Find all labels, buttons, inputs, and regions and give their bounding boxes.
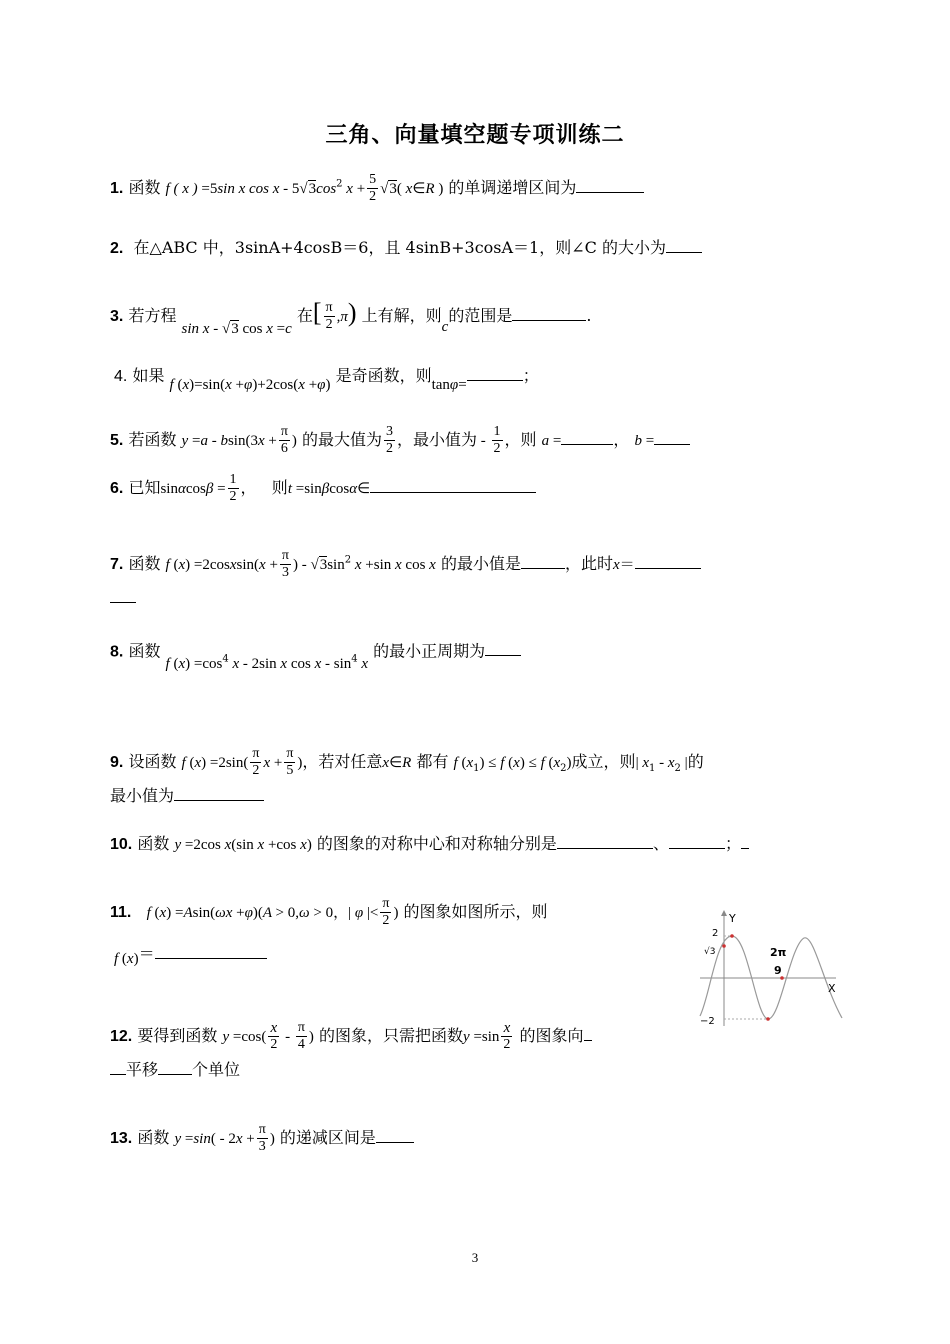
question-5: 5. 若函数 y =a - bsin(3x + $\frac{\pi}{6}$ ) 的最大值为 $\frac{3}{2}$ ，最小值为 - $\frac{1}{2}$ ，则 a = ， b =	[110, 424, 690, 457]
x-tick-denominator: 9	[774, 964, 782, 977]
answer-blank[interactable]	[376, 1128, 414, 1143]
fraction: $\frac{5}{2}$	[369, 172, 377, 204]
answer-blank[interactable]	[370, 478, 536, 493]
question-number: 3.	[110, 308, 124, 325]
question-11-line-2: f (x)＝	[114, 944, 267, 965]
question-lead: 如果	[132, 366, 165, 385]
answer-blank-b[interactable]	[654, 430, 690, 445]
question-mid: 在	[296, 306, 313, 325]
question-lead: 若函数	[128, 430, 177, 449]
answer-blank-axis[interactable]	[669, 834, 725, 849]
answer-blank-direction-cont[interactable]	[110, 1060, 126, 1075]
question-number: 9.	[110, 754, 124, 771]
question-12-line-2	[110, 1060, 240, 1080]
question-tail: 的范围是	[448, 306, 513, 325]
question-6: 6. 已知sinαcosβ = $\frac{1}{2}$ ， 则t =sinβcosα∈	[110, 472, 536, 505]
question-mid: ，最小值为	[397, 430, 478, 449]
question-number: 1.	[110, 180, 124, 197]
question-number: 11.	[110, 904, 132, 921]
min-point	[766, 1017, 770, 1021]
question-mid: ，则	[504, 430, 537, 449]
question-lead: 函数	[128, 178, 161, 197]
question-12: 12. 要得到函数 y =cos( $\frac{x}{2}$ - $\frac{\pi}{4}$ ) 的图象，只需把函数y =sin $\frac{x}{2}$ 的图象向	[110, 1020, 592, 1053]
question-tail: 的图象如图所示，则	[403, 902, 548, 921]
question-number: 7.	[110, 556, 124, 573]
question-tail: 是奇函数，则	[335, 366, 432, 385]
question-tail: ，此时	[564, 554, 613, 573]
question-mid: 的图象，只需把函数	[319, 1026, 464, 1045]
answer-blank[interactable]	[485, 641, 521, 656]
answer-blank[interactable]	[467, 366, 523, 381]
answer-blank[interactable]	[174, 786, 264, 801]
question-text: 个单位	[192, 1060, 241, 1079]
question-1: 1. 函数 f ( x ) =5sin x cos x - $5√3\cos^2$ x + $\frac{5}{2}$ √3( x∈R ) 的单调递增区间为	[110, 172, 644, 205]
y-intercept-point	[722, 944, 726, 948]
answer-blank-a[interactable]	[561, 430, 613, 445]
question-text: 平移	[126, 1060, 159, 1079]
question-11: 11. f (x) =Asin(ωx +φ)(A > 0,ω > 0，| φ |< $\frac{\pi}{2}$ ) 的图象如图所示，则	[110, 896, 548, 928]
x-tick-numerator: 2π	[770, 946, 787, 959]
question-lead: 设函数	[128, 752, 177, 771]
question-4: 4. 如果 f (x)=sin(x +φ)+2cos(x +φ) 是奇函数，则tanφ= ；	[114, 366, 539, 393]
period: .	[586, 306, 592, 325]
question-number: 2.	[110, 240, 124, 257]
question-number: 12.	[110, 1028, 133, 1045]
y-tick-2: 2	[712, 928, 719, 939]
answer-blank-center[interactable]	[557, 834, 653, 849]
answer-blank[interactable]	[576, 178, 644, 193]
question-mid: 的最小值是	[440, 554, 521, 573]
question-tail: 的递减区间是	[279, 1128, 376, 1147]
question-mid: 都有	[416, 752, 449, 771]
semicolon: ；	[724, 834, 741, 853]
semicolon: ；	[522, 366, 539, 385]
question-number: 6.	[110, 480, 124, 497]
question-number: 4.	[114, 368, 128, 385]
y-axis-arrow	[721, 910, 727, 916]
question-lead: 函数	[137, 1128, 170, 1147]
answer-blank-x[interactable]	[635, 554, 701, 569]
question-9-line-2	[110, 786, 264, 806]
sine-graph	[696, 906, 846, 1036]
question-lead: 函数	[137, 834, 170, 853]
question-tail: 的图象向	[519, 1026, 584, 1045]
question-mid: 的最大值为	[302, 430, 383, 449]
question-8: 8. 函数 f $(x) =\cos^4$ x - 2sin x cos x - $\sin^4 x$ 的最小正周期为	[110, 638, 521, 662]
answer-blank-units[interactable]	[158, 1060, 192, 1075]
equals-sign: ＝	[138, 944, 155, 963]
question-lead: 函数	[128, 641, 161, 661]
answer-blank-x-cont[interactable]	[110, 588, 136, 603]
question-3: 3. 若方程 sin x - √3 cos x =c 在[ $\frac{\pi}{2}$ ,π) 上有解，则c的范围是 .	[110, 298, 592, 337]
question-tail: 上有解，则	[361, 306, 442, 325]
question-mid: 成立，则	[571, 752, 636, 771]
question-7: 7. 函数 f (x) =2cosxsin(x + $\frac{\pi}{3}$ ) - $√3\sin^2$ x +sin x cos x 的最小值是 ，此时x＝	[110, 548, 701, 581]
y-axis-label: Y	[729, 912, 736, 925]
question-mid: ，若对任意	[302, 752, 383, 771]
question-text: 最小值为	[110, 786, 175, 805]
formula: f ( x )	[165, 181, 202, 197]
question-10: 10. 函数 y =2cos x(sin x +cos x) 的图象的对称中心和对称轴分别是 、 ；	[110, 834, 749, 855]
question-tail: 的图象的对称中心和对称轴分别是	[316, 834, 557, 853]
question-7-continuation	[110, 588, 136, 608]
answer-blank-min[interactable]	[521, 554, 565, 569]
question-lead: 若方程	[128, 306, 177, 325]
question-mid: ， 则	[240, 478, 288, 497]
separator: 、	[652, 834, 669, 853]
answer-blank[interactable]	[512, 306, 586, 321]
y-tick-neg2: −2	[700, 1016, 715, 1027]
answer-blank[interactable]	[155, 944, 267, 959]
answer-blank-direction[interactable]	[584, 1026, 592, 1041]
question-tail: 的	[687, 752, 704, 771]
question-number: 10.	[110, 836, 133, 853]
question-number: 5.	[110, 432, 124, 449]
question-tail: 的最小正周期为	[373, 641, 486, 661]
question-lead: 函数	[128, 554, 161, 573]
answer-blank[interactable]	[666, 238, 702, 253]
question-tail: 的单调递增区间为	[448, 178, 577, 197]
question-lead: 要得到函数	[137, 1026, 218, 1045]
page-title: 三角、向量填空题专项训练二	[325, 123, 625, 148]
x-axis-label: X	[828, 982, 836, 995]
question-text: 在△ABC 中，3sinA+4cosB＝6，且 4sinB+3cosA＝1，则∠C 的大小为	[133, 238, 666, 257]
answer-blank-extra[interactable]	[741, 834, 749, 849]
question-lead: 已知	[128, 478, 161, 497]
question-number: 13.	[110, 1130, 133, 1147]
question-13: 13. 函数 y =sin( - 2x + $\frac{\pi}{3}$ ) 的递减区间是	[110, 1122, 414, 1155]
question-number: 8.	[110, 643, 124, 661]
question-9: 9. 设函数 f (x) =2sin( $\frac{\pi}{2}$ x + $\frac{\pi}{5}$ )，若对任意x∈R 都有 f $(x_1) \le f$ (x) ≤ f $(x_2)$成立，则| $x_1 - x_2$ |的	[110, 746, 704, 778]
max-point	[730, 934, 734, 938]
page-number: 3	[471, 1250, 479, 1265]
question-2	[110, 238, 702, 259]
comma: ，	[613, 430, 630, 449]
y-tick-sqrt3: √3	[704, 947, 716, 957]
